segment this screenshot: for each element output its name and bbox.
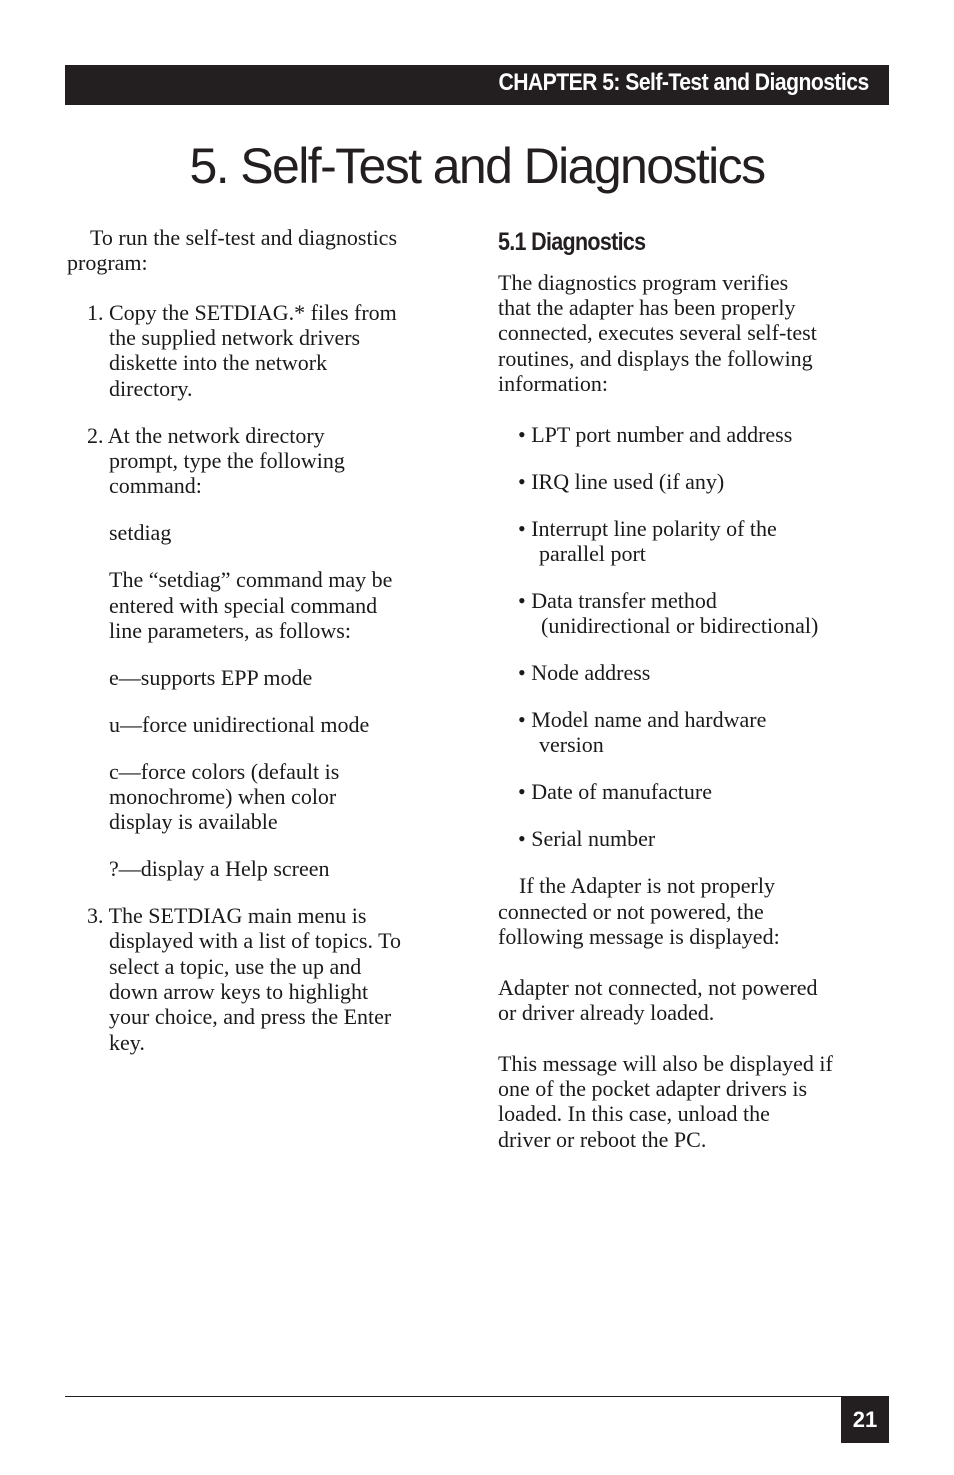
bullet-item: • LPT port number and address [518, 422, 793, 447]
bullet-item: • Interrupt line polarity of the [518, 516, 777, 541]
note-line: one of the pocket adapter drivers is [498, 1076, 808, 1101]
step-1-line: 1. Copy the SETDIAG.* files from [87, 300, 397, 325]
step-3-line: select a topic, use the up and [109, 954, 362, 979]
chapter-header-text: CHAPTER 5: Self-Test and Diagnostics [498, 69, 869, 96]
bullet-item: • IRQ line used (if any) [518, 469, 725, 494]
bullet-item: • Date of manufacture [518, 779, 712, 804]
diag-intro-line: information: [498, 371, 608, 396]
step-1-line: diskette into the network [109, 350, 328, 375]
step-1-line: the supplied network drivers [109, 325, 361, 350]
diag-intro-line: that the adapter has been properly [498, 295, 796, 320]
intro-line: To run the self-test and diagnostics [90, 225, 398, 250]
bullet-item-cont: version [539, 732, 604, 757]
note-line: driver or reboot the PC. [498, 1127, 707, 1152]
param-help: ?—display a Help screen [109, 856, 330, 881]
step-1-line: directory. [109, 376, 193, 401]
bullet-item: • Node address [518, 660, 651, 685]
param-epp: e—supports EPP mode [109, 665, 313, 690]
command-note-line: line parameters, as follows: [109, 618, 351, 643]
not-connected-line: If the Adapter is not properly [519, 873, 775, 898]
chapter-header-bar [65, 65, 889, 105]
note-line: This message will also be displayed if [498, 1051, 833, 1076]
page-title: 5. Self-Test and Diagnostics [189, 138, 765, 194]
bullet-item: • Data transfer method [518, 588, 717, 613]
bullet-item: • Model name and hardware [518, 707, 767, 732]
bullet-item: • Serial number [518, 826, 656, 851]
diag-intro-line: connected, executes several self-test [498, 320, 817, 345]
step-2-line: 2. At the network directory [87, 423, 325, 448]
bullet-item-cont: (unidirectional or bidirectional) [541, 613, 819, 638]
step-3-line: down arrow keys to highlight [109, 979, 369, 1004]
step-3-line: key. [109, 1030, 145, 1055]
not-connected-line: connected or not powered, the [498, 899, 764, 924]
diag-intro-line: The diagnostics program verifies [498, 270, 789, 295]
param-colors-line: monochrome) when color [109, 784, 337, 809]
step-3-line: displayed with a list of topics. To [109, 928, 401, 953]
error-message-line: Adapter not connected, not powered [498, 975, 818, 1000]
not-connected-line: following message is displayed: [498, 924, 780, 949]
command-note-line: The “setdiag” command may be [109, 567, 393, 592]
param-colors-line: c—force colors (default is [109, 759, 340, 784]
command-note-line: entered with special command [109, 593, 378, 618]
step-2-line: command: [109, 473, 202, 498]
param-colors-line: display is available [109, 809, 278, 834]
step-3-line: your choice, and press the Enter [109, 1004, 392, 1029]
step-2-line: prompt, type the following [109, 448, 345, 473]
step-3-line: 3. The SETDIAG main menu is [87, 903, 367, 928]
bullet-item-cont: parallel port [539, 541, 646, 566]
command-text: setdiag [109, 520, 172, 545]
diag-intro-line: routines, and displays the following [498, 346, 813, 371]
note-line: loaded. In this case, unload the [498, 1101, 770, 1126]
section-heading: 5.1 Diagnostics [498, 228, 646, 256]
intro-line: program: [67, 250, 148, 275]
param-unidirectional: u—force unidirectional mode [109, 712, 370, 737]
footer-rule [65, 1396, 889, 1397]
page-number: 21 [841, 1397, 889, 1443]
error-message-line: or driver already loaded. [498, 1000, 715, 1025]
